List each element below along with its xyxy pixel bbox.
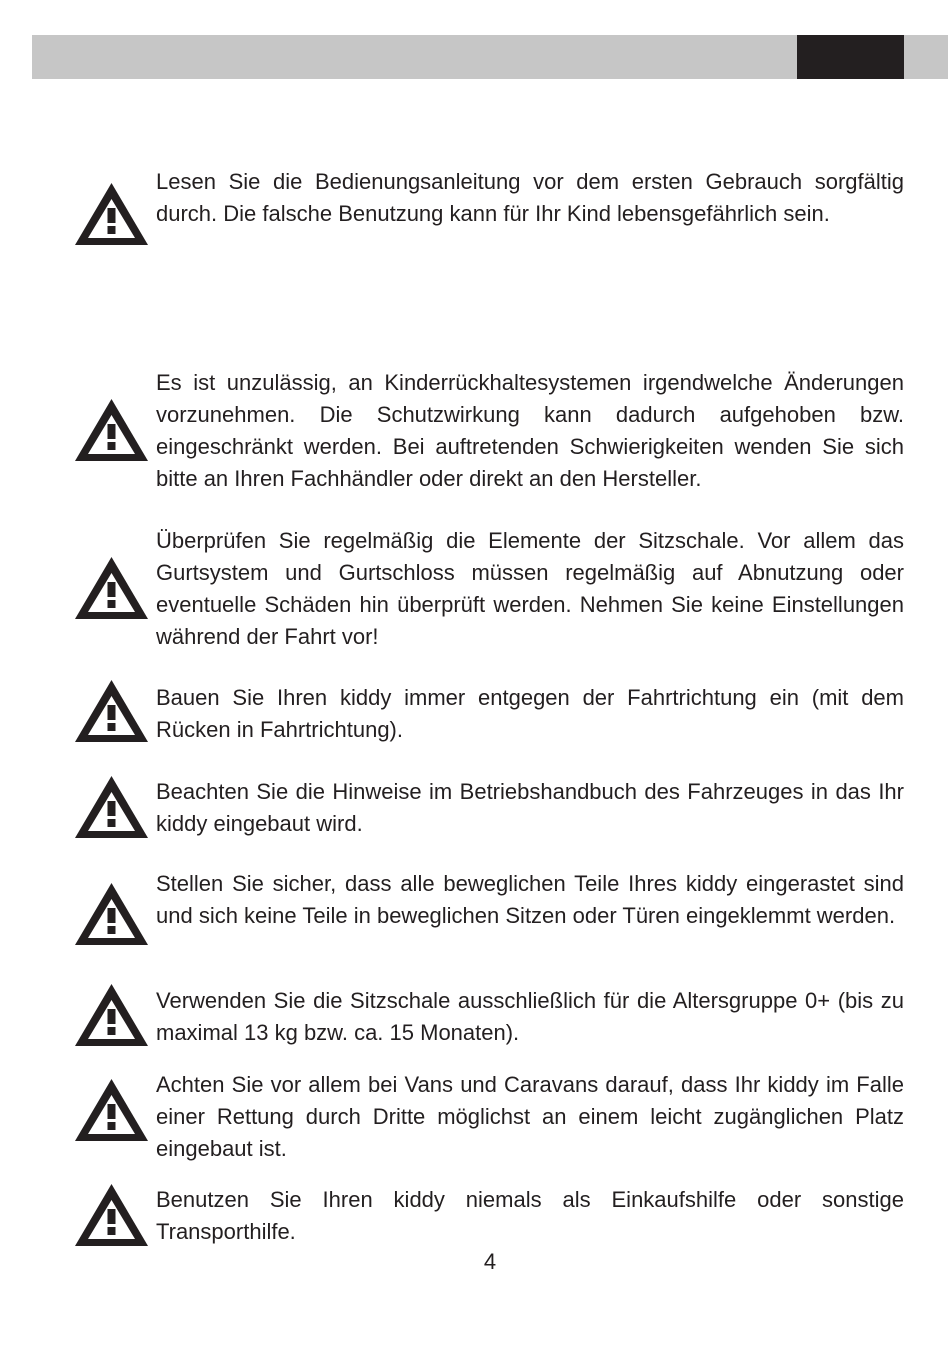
warning-text: Stellen Sie sicher, dass alle beweglichen Teile Ihres kiddy eingerastet sind und sich keine Teile in beweglichen Sitzen oder Türen eingeklemmt werden. [156,871,904,928]
warning-text: Beachten Sie die Hinweise im Betriebshandbuch des Fahrzeuges in das Ihr kiddy eingebaut wird. [156,779,904,836]
warning-text: Lesen Sie die Bedienungsanleitung vor dem ersten Gebrauch sorgfältig durch. Die falsche Benutzung kann für Ihr Kind lebensgefährlich sein. [156,169,904,226]
warning-text: Es ist unzulässig, an Kinderrückhaltesystemen irgendwelche Änderungen vorzunehmen. Die Schutzwirkung kann dadurch aufgehoben bzw. eingeschränkt werden. Bei auftretenden Schwierigkeiten wenden Sie sich bitte an Ihren Fachhändler oder direkt an den Hersteller. [156,370,904,491]
warning-triangle-icon [74,679,149,743]
warning-text: Benutzen Sie Ihren kiddy niemals als Einkaufshilfe oder sonstige Transporthilfe. [156,1187,904,1244]
warning-triangle-icon [74,182,149,246]
warning-triangle-icon [74,556,149,620]
warning-text: Überprüfen Sie regelmäßig die Elemente der Sitzschale. Vor allem das Gurtsystem und Gurtschloss müssen regelmäßig auf Abnutzung oder eventuelle Schäden hin überprüft werden. Nehmen Sie keine Einstellungen während der Fahrt vor! [156,528,904,649]
warning-text: Achten Sie vor allem bei Vans und Caravans darauf, dass Ihr kiddy im Falle einer Rettung durch Dritte möglichst an einem leicht zugänglichen Platz eingebaut ist. [156,1072,904,1161]
warning-text: Bauen Sie Ihren kiddy immer entgegen der Fahrtrichtung ein (mit dem Rücken in Fahrtrichtung). [156,685,904,742]
warning-triangle-icon [74,882,149,946]
warning-text: Verwenden Sie die Sitzschale ausschließlich für die Altersgruppe 0+ (bis zu maximal 13 kg bzw. ca. 15 Monaten). [156,988,904,1045]
warning-triangle-icon [74,775,149,839]
warning-triangle-icon [74,398,149,462]
warning-triangle-icon [74,983,149,1047]
warning-triangle-icon [74,1078,149,1142]
warning-triangle-icon [74,1183,149,1247]
header-tab-marker [797,35,904,79]
page-number: 4 [483,1249,497,1274]
